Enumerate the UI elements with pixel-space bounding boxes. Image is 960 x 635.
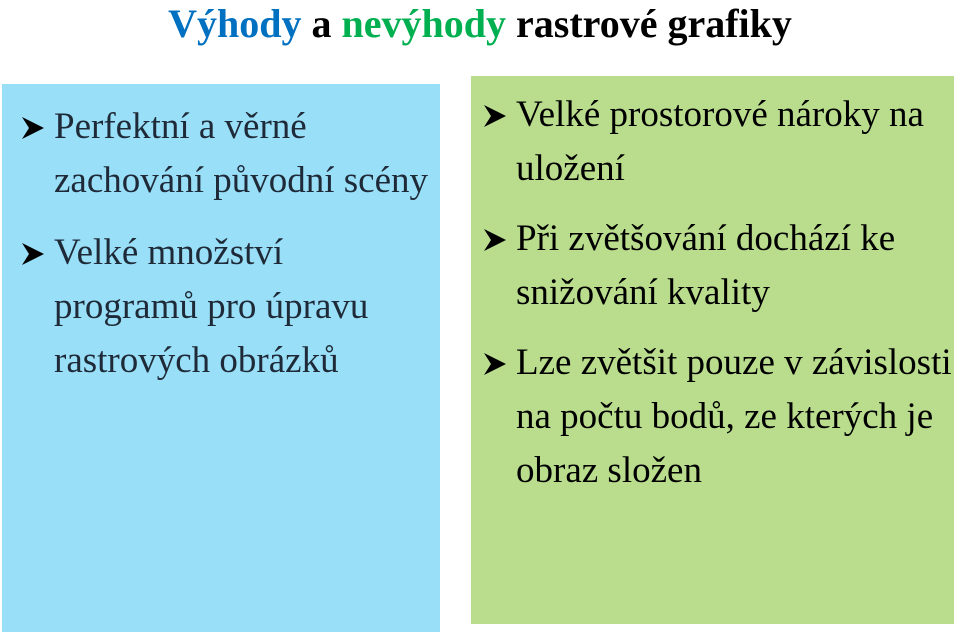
title-word-advantages: Výhody [168, 1, 302, 46]
list-item [482, 212, 952, 320]
list-item [20, 226, 430, 388]
slide-title [0, 0, 960, 60]
arrowhead-bullet-icon [482, 103, 508, 129]
list-item [20, 100, 430, 208]
list-item-text: Velké množství programů pro úpravu rastrových obrázků [54, 232, 369, 381]
arrowhead-bullet-icon [482, 227, 508, 253]
title-connector: a [301, 1, 342, 46]
title-rest: rastrové grafiky [506, 1, 792, 46]
arrowhead-bullet-icon [20, 241, 46, 267]
arrowhead-bullet-icon [20, 115, 46, 141]
list-item-text: Perfektní a věrné zachování původní scény [54, 106, 428, 201]
list-item-text: Velké prostorové nároky na uložení [516, 94, 924, 189]
list-item-text: Lze zvětšit pouze v závislosti na počtu bodů, ze kterých je obraz složen [516, 342, 952, 491]
title-word-disadvantages: nevýhody [341, 1, 507, 46]
list-item [482, 336, 952, 498]
list-item-text: Při zvětšování dochází ke snižování kvality [516, 218, 896, 313]
advantages-list [20, 100, 430, 388]
list-item [482, 88, 952, 196]
arrowhead-bullet-icon [482, 351, 508, 377]
disadvantages-list [482, 88, 952, 498]
